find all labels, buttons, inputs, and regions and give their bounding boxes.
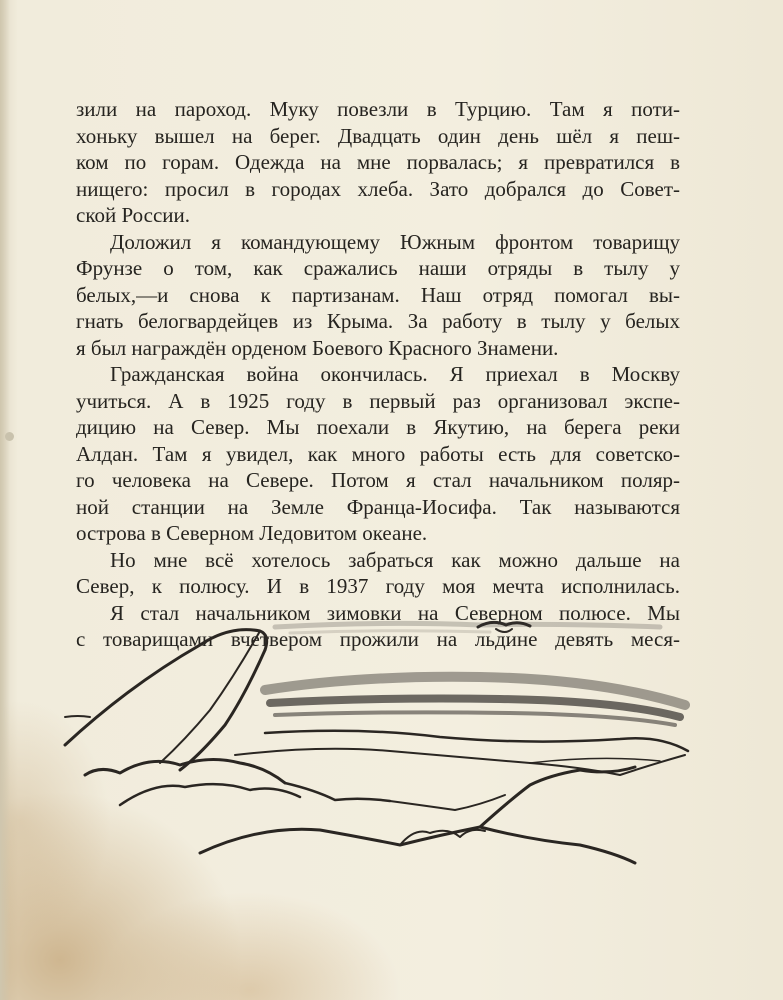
text-line: Алдан. Там я увидел, как много работы есть для советско- xyxy=(76,441,680,466)
text-line: зили на пароход. Муку повезли в Турцию. Там я поти- xyxy=(76,97,680,121)
text-line: острова в Северном Ледовитом океане. xyxy=(76,521,428,545)
text-line: нищего: просил в городах хлеба. Зато добрался до Совет- xyxy=(76,176,680,201)
text-line: го человека на Севере. Потом я стал начальником поляр- xyxy=(76,468,680,492)
arctic-ice-landscape-sketch-icon xyxy=(60,605,700,880)
text-line: с товарищами вчетвером прожили на льдине девять меся- xyxy=(76,627,680,651)
text-line: ком по горам. Одежда на мне порвалась; я превратился в xyxy=(76,150,680,174)
text-line: гнать белогвардейцев из Крыма. За работу в тылу у белых xyxy=(76,309,680,333)
text-line: дицию на Север. Мы поехали в Якутию, на берега реки xyxy=(76,415,680,439)
text-line: ской России. xyxy=(76,203,190,227)
text-line: Фрунзе о том, как сражались наши отряды в тылу у xyxy=(76,256,680,280)
text-line: я был награждён орденом Боевого Красного Знамени. xyxy=(76,335,559,360)
page-hole xyxy=(5,432,14,441)
text-line: Но мне всё хотелось забраться как можно дальше на xyxy=(110,547,680,572)
text-line: Я стал начальником зимовки на Северном полюсе. Мы xyxy=(110,600,680,625)
text-line: Север, к полюсу. И в 1937 году моя мечта исполнилась. xyxy=(76,574,680,598)
text-line: Гражданская война окончилась. Я приехал в Москву xyxy=(110,362,680,386)
text-line: хоньку вышел на берег. Двадцать один день шёл я пеш- xyxy=(76,123,680,148)
text-line: белых,—и снова к партизанам. Наш отряд помогал вы- xyxy=(76,282,680,307)
body-text xyxy=(76,96,680,653)
text-line: учиться. А в 1925 году в первый раз организовал экспе- xyxy=(76,388,680,413)
text-line: Доложил я командующему Южным фронтом товарищу xyxy=(110,229,680,254)
text-line: ной станции на Земле Франца-Иосифа. Так называются xyxy=(76,494,680,519)
page-spine-shadow xyxy=(0,0,10,1000)
